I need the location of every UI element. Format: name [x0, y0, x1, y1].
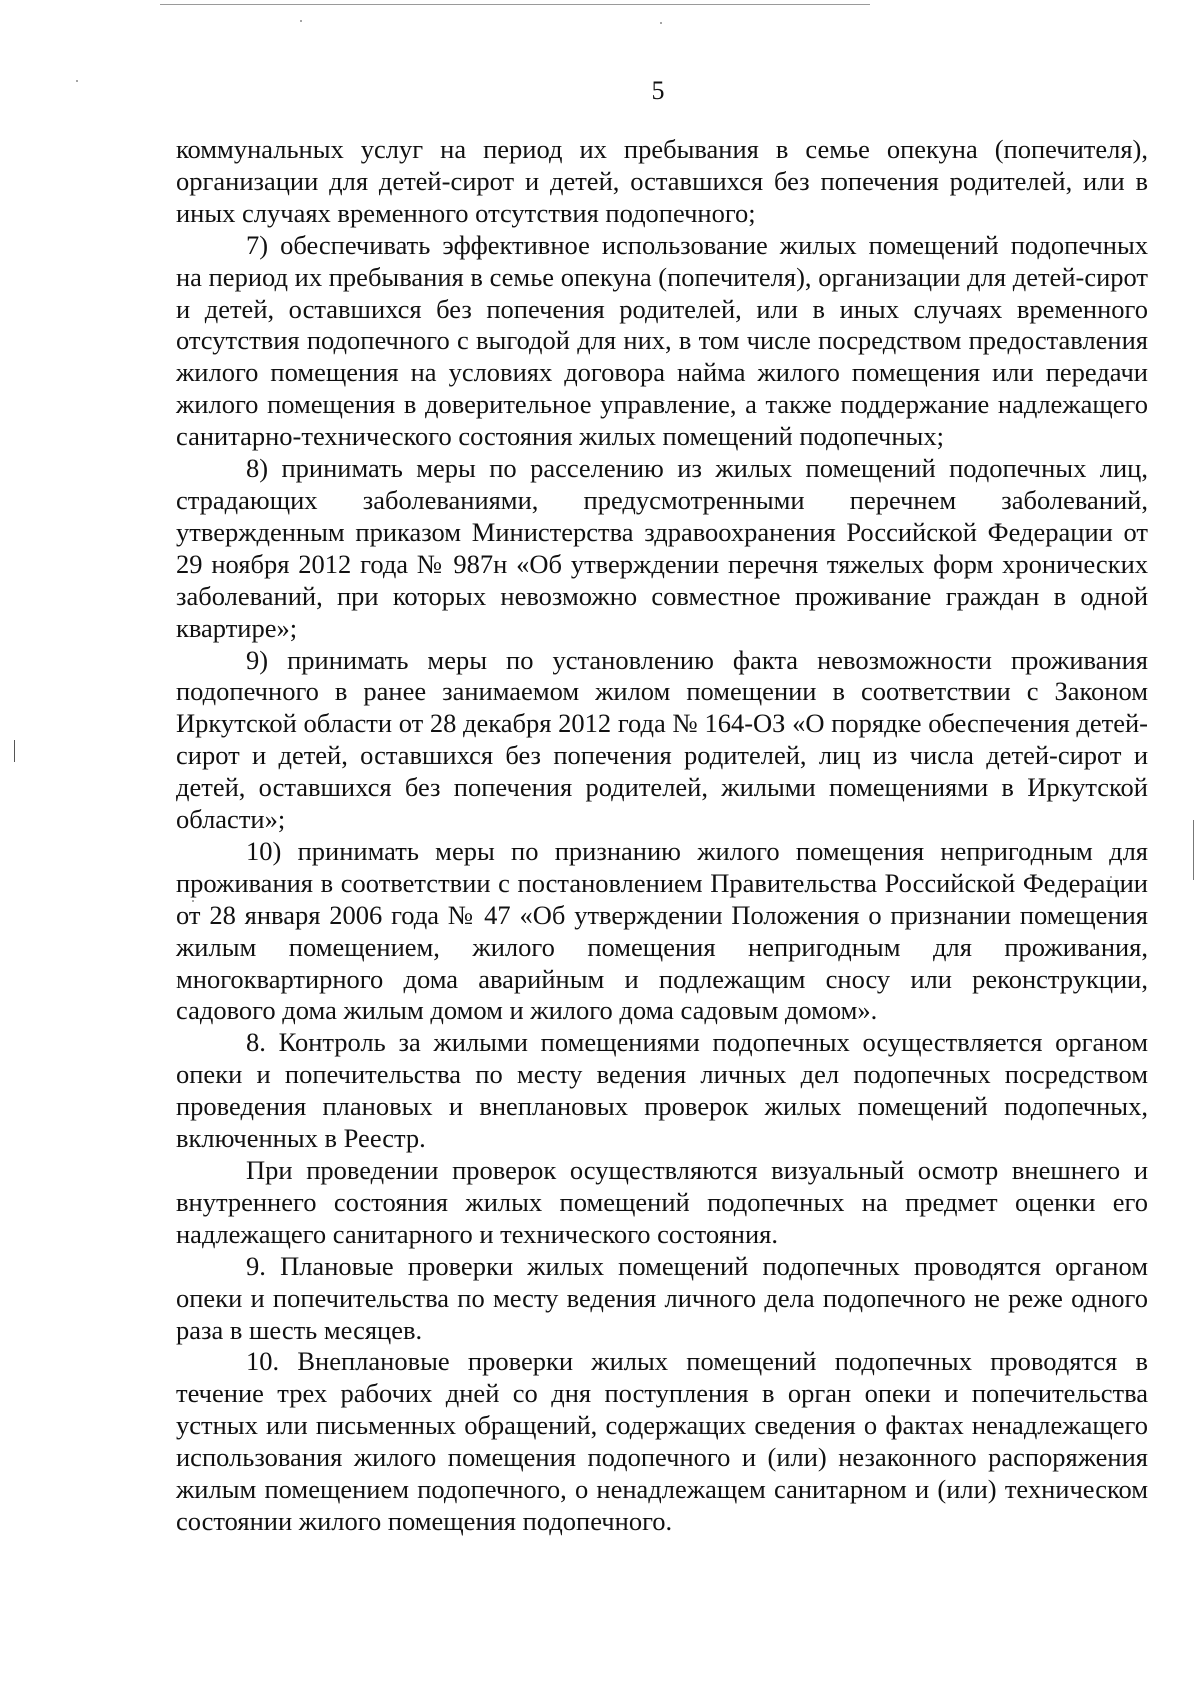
- scan-speck: [300, 20, 302, 22]
- scan-edge-mark-right: [1193, 820, 1194, 880]
- scan-edge-line: [160, 4, 870, 5]
- paragraph-item-10: 10) принимать меры по признанию жилого помещения непригодным для проживания в соответствии с постановлением Правительства Российской Федерации от 28 января 2006 года № 47 «Об утверждении Положения о признании помещения жилым помещением, жилого помещения непригодным для проживания, многоквартирного дома аварийным и подлежащим сносу или реконструкции, садового дома жилым домом и жилого дома садовым домом».: [176, 835, 1148, 1026]
- paragraph-item-7: 7) обеспечивать эффективное использование жилых помещений подопечных на период их пребывания в семье опекуна (попечителя), организации для детей-сирот и детей, оставшихся без попечения родителей, или в иных случаях временного отсутствия подопечного с выгодой для них, в том числе посредством предоставления жилого помещения на условиях договора найма жилого помещения или передачи жилого помещения в доверительное управление, а также поддержание надлежащего санитарно-технического состояния жилых помещений подопечных;: [176, 229, 1148, 452]
- paragraph-item-8: 8) принимать меры по расселению из жилых помещений подопечных лиц, страдающих заболеваниями, предусмотренными перечнем заболеваний, утвержденным приказом Министерства здравоохранения Российской Федерации от 29 ноября 2012 года № 987н «Об утверждении перечня тяжелых форм хронических заболеваний, при которых невозможно совместное проживание граждан в одной квартире»;: [176, 453, 1148, 643]
- scan-edge-mark-left: [14, 740, 15, 762]
- paragraph-inspections: При проведении проверок осуществляются визуальный осмотр внешнего и внутреннего состояния жилых помещений подопечных на предмет оценки его надлежащего санитарного и технического состояния.: [176, 1155, 1148, 1249]
- paragraph-continuation: коммунальных услуг на период их пребывания в семье опекуна (попечителя), организации для детей-сирот и детей, оставшихся без попечения родителей, или в иных случаях временного отсутствия подопечного;: [176, 134, 1148, 228]
- scan-speck: [660, 22, 662, 24]
- paragraph-section-9: 9. Плановые проверки жилых помещений подопечных проводятся органом опеки и попечительства по месту ведения личного дела подопечного не реже одного раза в шесть месяцев.: [176, 1250, 1148, 1345]
- paragraph-section-8: 8. Контроль за жилыми помещениями подопечных осуществляется органом опеки и попечительства по месту ведения личных дел подопечных посредством проведения плановых и внеплановых проверок жилых помещений подопечных, включенных в Реестр.: [176, 1027, 1148, 1154]
- document-body: [176, 134, 1148, 1538]
- paragraph-section-10: 10. Внеплановые проверки жилых помещений подопечных проводятся в течение трех рабочих дней со дня поступления в орган опеки и попечительства устных или письменных обращений, содержащих сведения о фактах ненадлежащего использования жилого помещения подопечного и (или) незаконного распоряжения жилым помещением подопечного, о ненадлежащем санитарном и (или) техническом состоянии жилого помещения подопечного.: [176, 1346, 1148, 1536]
- page-number: 5: [651, 76, 665, 105]
- paragraph-item-9: 9) принимать меры по установлению факта невозможности проживания подопечного в ранее занимаемом жилом помещении в соответствии с Законом Иркутской области от 28 декабря 2012 года № 164-ОЗ «О порядке обеспечения детей-сирот и детей, оставшихся без попечения родителей, лиц из числа детей-сирот и детей, оставшихся без попечения родителей, жилыми помещениями в Иркутской области»;: [176, 644, 1148, 835]
